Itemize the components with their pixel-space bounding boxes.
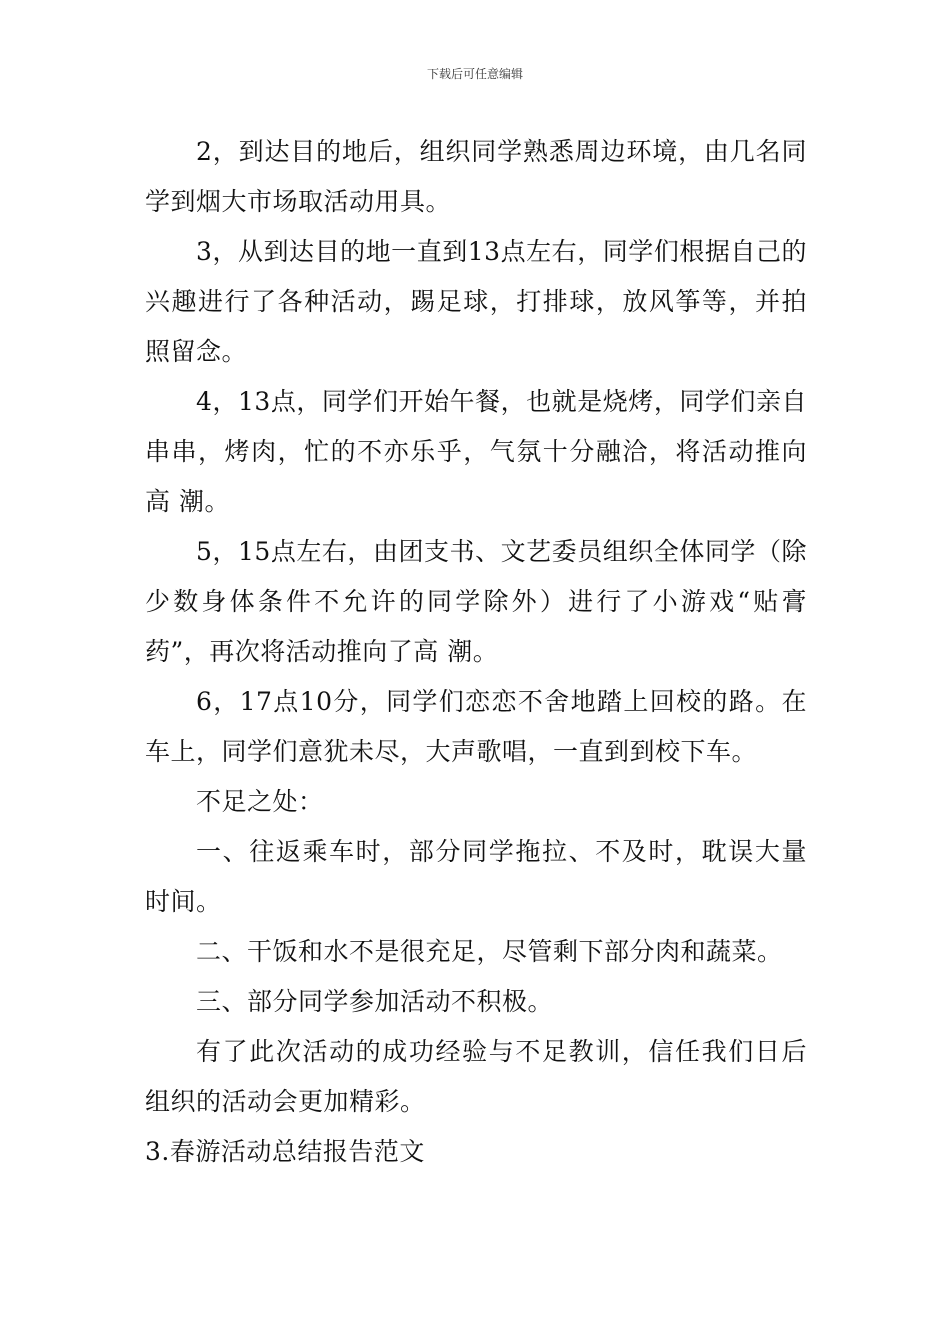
paragraph-line: 车上，同学们意犹未尽，大声歌唱，一直到到校下车。: [145, 737, 758, 766]
paragraph-line: 学到烟大市场取活动用具。: [145, 187, 452, 216]
document-body: [145, 127, 807, 1177]
section-title: 3.春游活动总结报告范文: [145, 1137, 425, 1166]
paragraph-line: 时间。: [145, 887, 222, 916]
paragraph-line: 串串，烤肉，忙的不亦乐乎，气氛十分融洽，将活动推向: [145, 437, 807, 466]
paragraph-line: 少数身体条件不允许的同学除外）进行了小游戏“贴膏: [145, 587, 807, 616]
paragraph-line: 5，15点左右，由团支书、文艺委员组织全体同学（除: [196, 537, 807, 566]
paragraph-line: 2，到达目的地后，组织同学熟悉周边环境，由几名同: [196, 137, 807, 166]
subheading-line: 不足之处：: [196, 787, 324, 816]
paragraph-line: 兴趣进行了各种活动，踢足球，打排球，放风筝等，并拍: [145, 287, 807, 316]
paragraph-line: 组织的活动会更加精彩。: [145, 1087, 426, 1116]
paragraph-line: 一、往返乘车时，部分同学拖拉、不及时，耽误大量: [196, 837, 807, 866]
paragraph-line: 二、干饭和水不是很充足，尽管剩下部分肉和蔬菜。: [196, 937, 783, 966]
paragraph-line: 三、部分同学参加活动不积极。: [196, 987, 554, 1016]
paragraph-line: 4，13点，同学们开始午餐，也就是烧烤，同学们亲自: [196, 387, 807, 416]
paragraph-line: 有了此次活动的成功经验与不足教训，信任我们日后: [196, 1037, 807, 1066]
page-header: 下载后可任意编辑: [426, 67, 523, 81]
paragraph-line: 6，17点10分，同学们恋恋不舍地踏上回校的路。在: [196, 687, 807, 716]
paragraph-line: 药”，再次将活动推向了高 潮。: [145, 637, 499, 666]
paragraph-line: 照留念。: [145, 337, 248, 366]
paragraph-line: 3，从到达目的地一直到13点左右，同学们根据自己的: [196, 237, 807, 266]
paragraph-line: 高 潮。: [145, 487, 230, 516]
